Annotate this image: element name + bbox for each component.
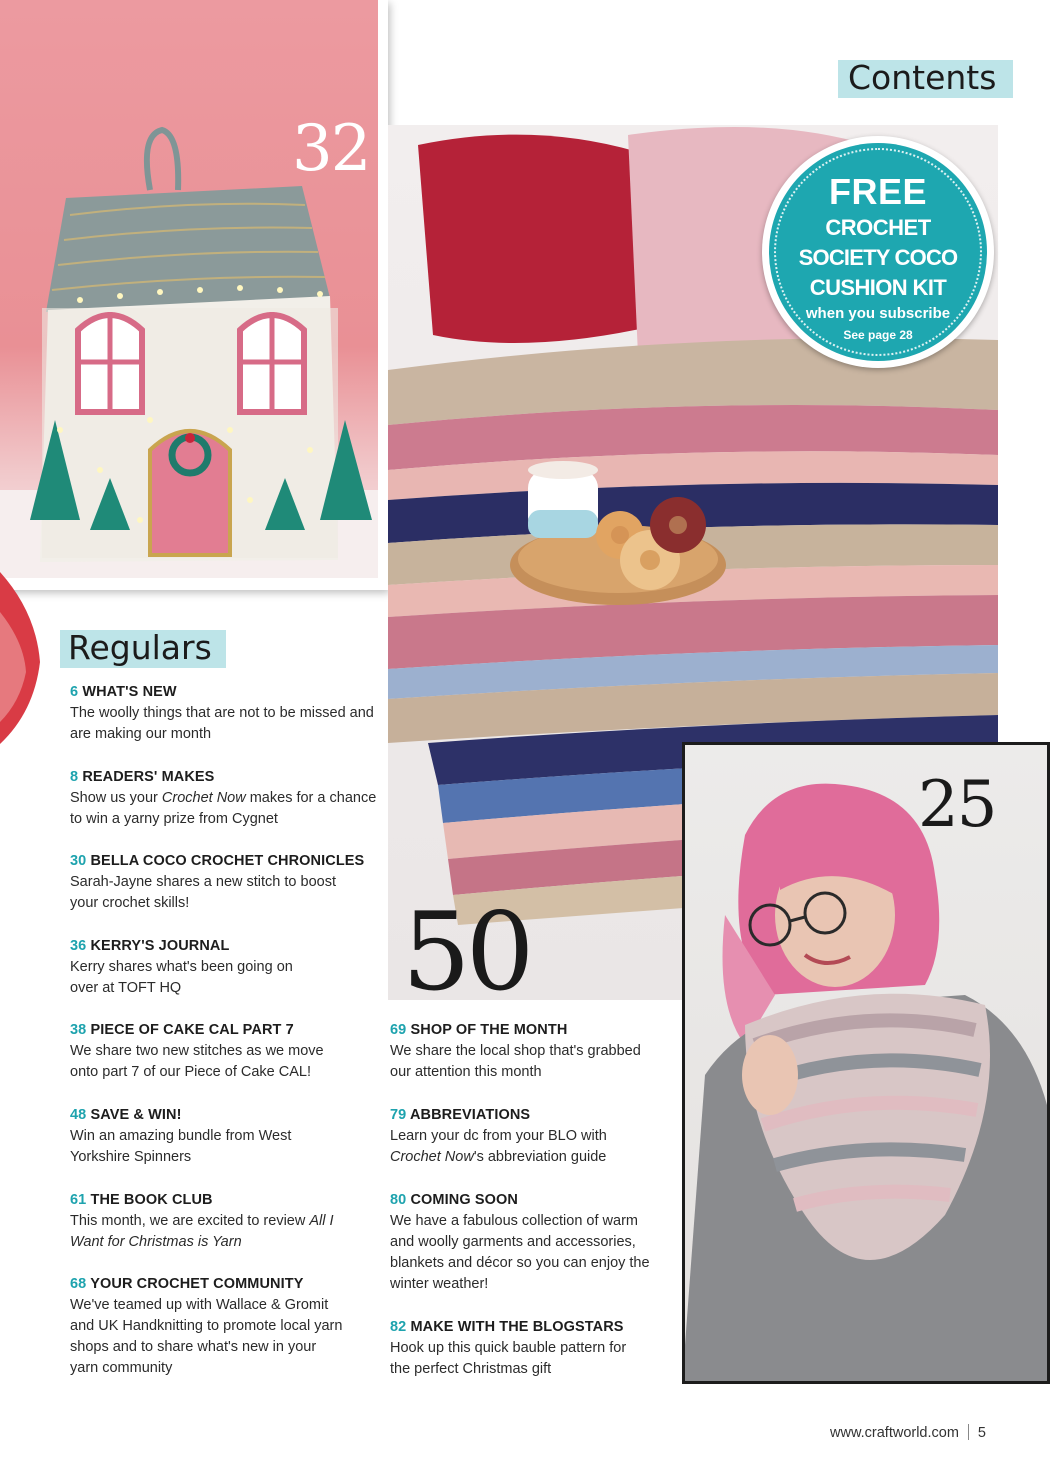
entry-description: The woolly things that are not to be missed and are making our month — [70, 705, 374, 742]
entry-title: READERS' MAKES — [82, 769, 215, 785]
subscription-offer-badge[interactable] — [762, 136, 994, 368]
entry-title: PIECE OF CAKE CAL PART 7 — [90, 1022, 294, 1038]
contents-entry-whats-new[interactable] — [70, 682, 380, 745]
entry-title: ABBREVIATIONS — [409, 1107, 531, 1123]
contents-header: Contents — [838, 60, 1013, 98]
contents-entry-save-win[interactable] — [70, 1105, 380, 1168]
entry-page-number: 38 — [70, 1022, 87, 1038]
entry-page-number: 80 — [390, 1192, 407, 1208]
woman-cowl-photo — [682, 742, 1050, 1384]
entry-page-number: 82 — [390, 1319, 407, 1335]
entry-title: KERRY'S JOURNAL — [90, 938, 230, 954]
entry-title: MAKE WITH THE BLOGSTARS — [410, 1319, 624, 1335]
entry-page-number: 48 — [70, 1107, 87, 1123]
contents-entry-readers-makes[interactable] — [70, 767, 380, 830]
entry-page-number: 36 — [70, 938, 87, 954]
entry-description: We share two new stitches as we move onto part 7 of our Piece of Cake CAL! — [70, 1043, 324, 1080]
entry-title: YOUR CROCHET COMMUNITY — [90, 1276, 304, 1292]
entry-page-number: 6 — [70, 684, 79, 700]
entry-description: Sarah-Jayne shares a new stitch to boost your crochet skills! — [70, 874, 336, 911]
footer-page-number: 5 — [977, 1425, 986, 1441]
badge-line-3: CUSHION KIT — [809, 275, 947, 300]
entry-description: We share the local shop that's grabbed our attention this month — [390, 1043, 641, 1080]
entry-page-number: 79 — [390, 1107, 407, 1123]
entry-description: Hook up this quick bauble pattern for the perfect Christmas gift — [390, 1340, 627, 1377]
entry-description: We have a fabulous collection of warm and woolly garments and accessories, blankets and décor so you can enjoy the winter weather! — [390, 1213, 650, 1292]
page-badge-50: 50 — [402, 890, 530, 1000]
contents-entry-blogstars[interactable] — [390, 1317, 670, 1380]
entry-page-number: 69 — [390, 1022, 407, 1038]
entry-description: Win an amazing bundle from West Yorkshire Spinners — [70, 1128, 292, 1165]
entry-description: We've teamed up with Wallace & Gromit and UK Handknitting to promote local yarn shops and to share what's new in your yarn community — [70, 1297, 343, 1376]
badge-subline: when you subscribe — [805, 305, 951, 322]
footer-separator — [968, 1424, 969, 1440]
contents-entry-crochet-community[interactable] — [70, 1274, 380, 1379]
contents-entry-book-club[interactable] — [70, 1190, 380, 1253]
contents-entry-coming-soon[interactable] — [390, 1190, 670, 1295]
contents-entry-piece-of-cake[interactable] — [70, 1020, 380, 1083]
entry-page-number: 68 — [70, 1276, 87, 1292]
entry-page-number: 30 — [70, 853, 87, 869]
badge-line-2: SOCIETY COCO — [798, 245, 958, 270]
entry-description: Show us your Crochet Now makes for a chance to win a yarny prize from Cygnet — [70, 790, 377, 827]
entry-title: THE BOOK CLUB — [90, 1192, 213, 1208]
page-badge-25: 25 — [918, 768, 996, 842]
entry-title: BELLA COCO CROCHET CHRONICLES — [90, 853, 365, 869]
crochet-house-illustration — [0, 0, 378, 578]
badge-line-1: CROCHET — [825, 215, 931, 240]
page-badge-32: 32 — [292, 112, 370, 186]
entry-description: Kerry shares what's been going on over at TOFT HQ — [70, 959, 293, 996]
badge-free-text: FREE — [828, 171, 927, 212]
entry-page-number: 61 — [70, 1192, 87, 1208]
entry-page-number: 8 — [70, 769, 79, 785]
contents-entry-kerrys-journal[interactable] — [70, 936, 380, 999]
entry-title: SAVE & WIN! — [90, 1107, 182, 1123]
contents-entry-abbreviations[interactable] — [390, 1105, 670, 1168]
contents-entry-bella-coco[interactable] — [70, 851, 380, 914]
entry-description: This month, we are excited to review All I Want for Christmas is Yarn — [70, 1213, 334, 1250]
regulars-header: Regulars — [60, 630, 226, 668]
entry-title: COMING SOON — [410, 1192, 518, 1208]
footer-url-link[interactable]: www.craftworld.com — [830, 1425, 959, 1441]
badge-see-page: See page 28 — [843, 328, 913, 342]
subscription-badge-disc — [769, 143, 987, 361]
entry-title: WHAT'S NEW — [82, 684, 177, 700]
contents-entry-shop-of-month[interactable] — [390, 1020, 670, 1083]
crochet-house-photo — [0, 0, 388, 590]
entry-description: Learn your dc from your BLO with Crochet Now's abbreviation guide — [390, 1128, 607, 1165]
red-ornament-edge — [0, 572, 42, 747]
page-footer — [830, 1424, 986, 1441]
entry-title: SHOP OF THE MONTH — [410, 1022, 568, 1038]
